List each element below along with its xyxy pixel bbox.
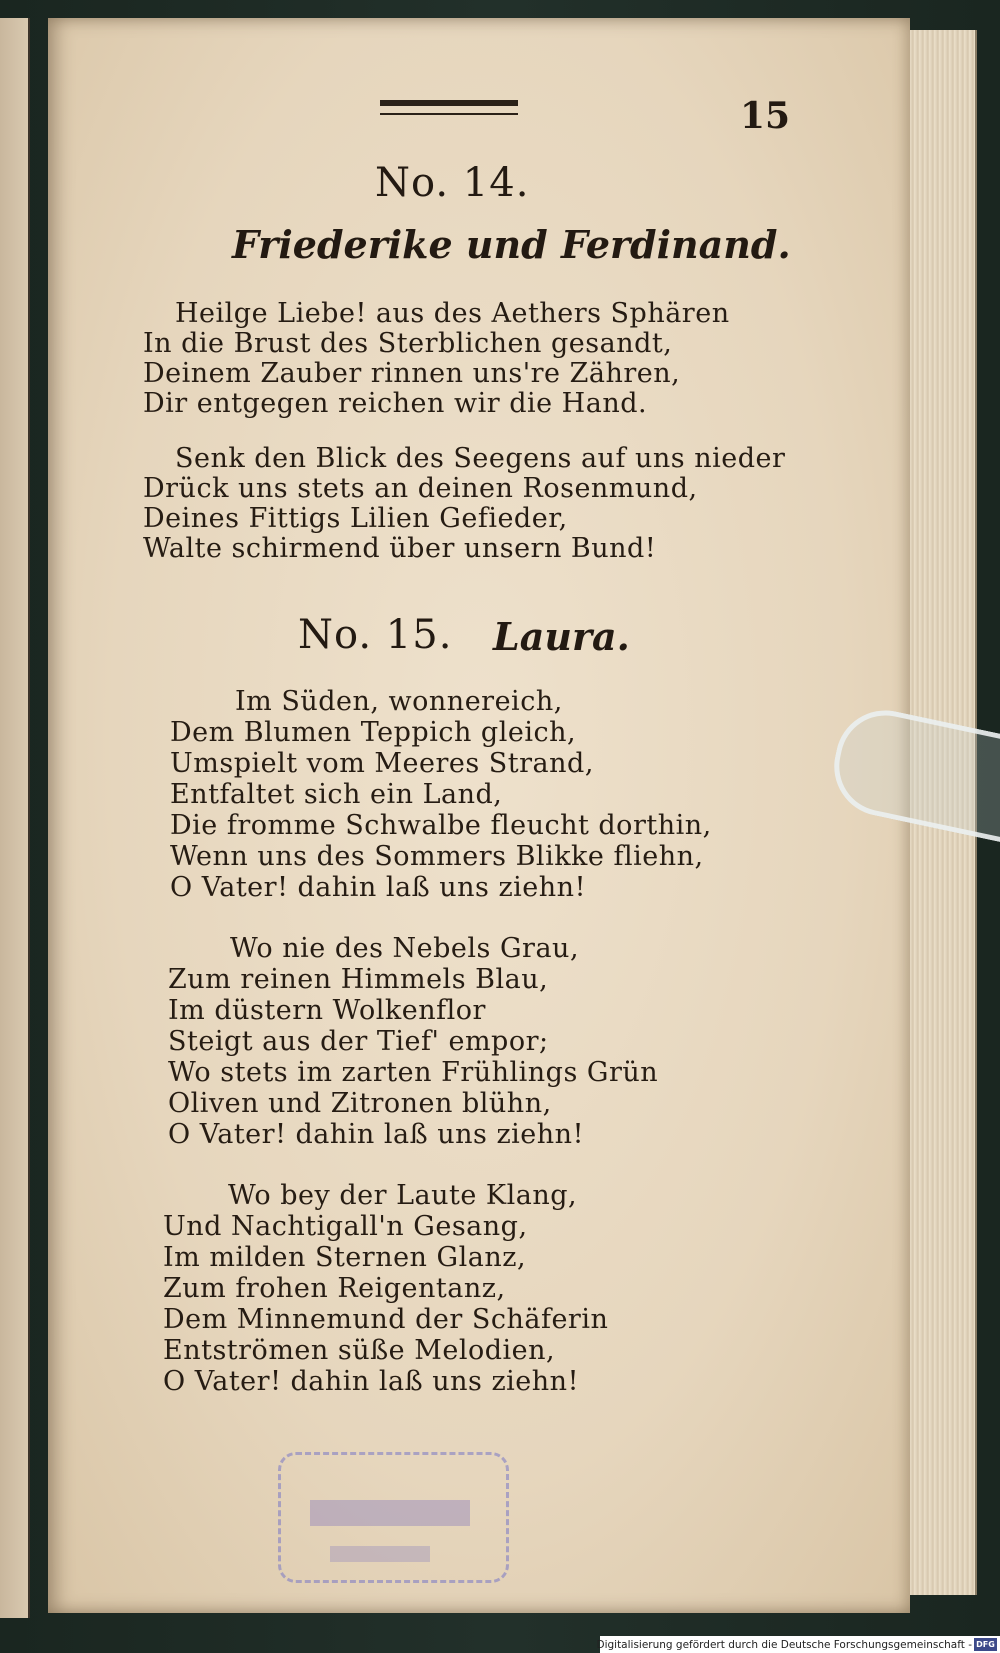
library-stamp-mark — [330, 1546, 430, 1562]
verse-line: Oliven und Zitronen blühn, — [168, 1088, 552, 1119]
verse-line: Drück uns stets an deinen Rosenmund, — [143, 473, 698, 504]
verse-line: Entfaltet sich ein Land, — [170, 779, 503, 810]
verse-line: Zum frohen Reigentanz, — [163, 1273, 506, 1304]
digitization-credit-bar — [596, 1636, 1000, 1653]
verse-line: Steigt aus der Tief' empor; — [168, 1026, 549, 1057]
dfg-logo-icon: DFG — [974, 1638, 997, 1651]
song-title-15: Laura. — [493, 614, 630, 659]
verse-line: Zum reinen Himmels Blau, — [168, 964, 549, 995]
ornament-rule-thin — [380, 113, 518, 115]
verse-line: Dem Blumen Teppich gleich, — [170, 717, 577, 748]
ornament-rule-thick — [380, 100, 518, 106]
verse-line: Die fromme Schwalbe fleucht dorthin, — [170, 810, 712, 841]
verse-line: Wo bey der Laute Klang, — [228, 1180, 578, 1211]
verse-line: Wo stets im zarten Frühlings Grün — [168, 1057, 659, 1088]
song-number-15: No. 15. — [298, 612, 453, 658]
verse-line: Umspielt vom Meeres Strand, — [170, 748, 594, 779]
library-stamp-mark — [310, 1500, 470, 1526]
verse-line: O Vater! dahin laß uns ziehn! — [163, 1366, 579, 1397]
verse-line: O Vater! dahin laß uns ziehn! — [170, 872, 586, 903]
song-title-14: Friederike und Ferdinand. — [232, 222, 791, 267]
verse-line: Im milden Sternen Glanz, — [163, 1242, 527, 1273]
verse-line: In die Brust des Sterblichen gesandt, — [143, 328, 673, 359]
digitization-credit: Digitalisierung gefördert durch die Deutsche Forschungsgemeinschaft - — [596, 1638, 972, 1651]
verse-line: Entströmen süße Melodien, — [163, 1335, 556, 1366]
verse-line: Deinem Zauber rinnen uns're Zähren, — [143, 358, 681, 389]
verse-line: Dem Minnemund der Schäferin — [163, 1304, 609, 1335]
page-number: 15 — [740, 95, 791, 137]
song-number-14: No. 14. — [375, 160, 530, 206]
verse-line: Im Süden, wonnereich, — [235, 686, 563, 717]
verse-line: Heilge Liebe! aus des Aethers Sphären — [175, 298, 730, 329]
verse-line: Deines Fittigs Lilien Gefieder, — [143, 503, 568, 534]
verse-line: Im düstern Wolkenflor — [168, 995, 486, 1026]
left-page-edge — [0, 18, 30, 1618]
verse-line: O Vater! dahin laß uns ziehn! — [168, 1119, 584, 1150]
verse-line: Wo nie des Nebels Grau, — [230, 933, 580, 964]
verse-line: Wenn uns des Sommers Blikke fliehn, — [170, 841, 704, 872]
verse-line: Dir entgegen reichen wir die Hand. — [143, 388, 648, 419]
verse-line: Senk den Blick des Seegens auf uns nieder — [175, 443, 786, 474]
verse-line: Und Nachtigall'n Gesang, — [163, 1211, 528, 1242]
verse-line: Walte schirmend über unsern Bund! — [143, 533, 657, 564]
